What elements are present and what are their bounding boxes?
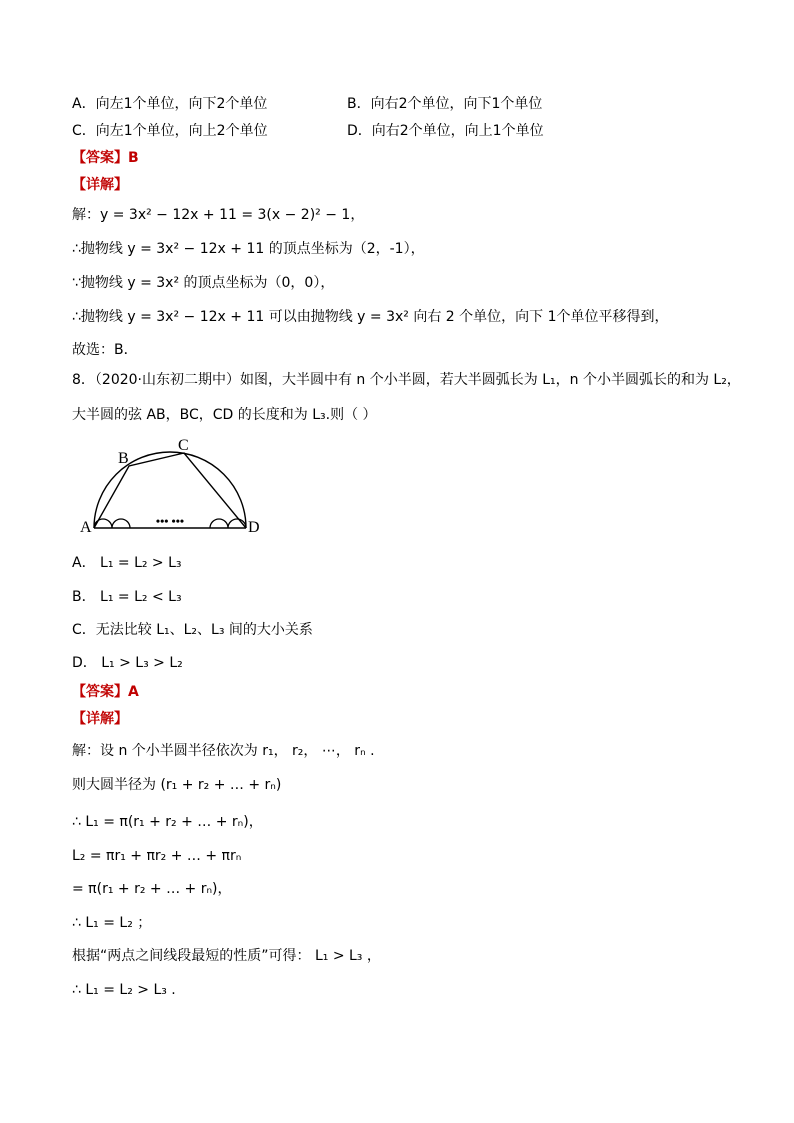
answer-label: 【答案】: [72, 684, 128, 700]
option-b: B． L₁ = L₂ < L₃: [72, 589, 182, 605]
question-line-1: 8．（2020·山东初二期中）如图，大半圆中有 n 个小半圆，若大半圆弧长为 L₁，n 个小半圆弧长的和为 L₂，: [72, 372, 741, 388]
option-d: D． L₁ > L₃ > L₂: [72, 655, 183, 671]
detail-line-1: 解：设 n 个小半圆半径依次为 r₁， r₂， ⋯， rₙ .: [72, 743, 375, 759]
prev-detail-line-2: ∴抛物线 y = 3x² − 12x + 11 的顶点坐标为（2，-1），: [72, 241, 425, 257]
detail-label: 【详解】: [72, 711, 128, 727]
detail-line-6: ∴ L₁ = L₂ ；: [72, 915, 152, 931]
option-a: A． L₁ = L₂ > L₃: [72, 555, 182, 571]
detail-line-5: = π(r₁ + r₂ + … + rₙ)，: [72, 881, 232, 897]
prev-option-b: B．向右2个单位，向下1个单位: [347, 96, 543, 112]
detail-line-2: 则大圆半径为 (r₁ + r₂ + … + rₙ): [72, 777, 282, 793]
prev-answer: [72, 148, 139, 168]
answer-value: A: [128, 684, 139, 700]
ellipsis-dots: ••• •••: [155, 514, 185, 528]
prev-answer-value: B: [128, 150, 139, 166]
prev-option-d: D．向右2个单位，向上1个单位: [347, 123, 544, 139]
small-semicircle-2: [112, 519, 130, 528]
detail-line-8: ∴ L₁ = L₂ > L₃ .: [72, 982, 176, 998]
prev-detail-line-4: ∴抛物线 y = 3x² − 12x + 11 可以由抛物线 y = 3x² 向右 2 个单位，向下 1个单位平移得到，: [72, 309, 669, 325]
small-semicircle-4: [228, 519, 246, 528]
prev-answer-label: 【答案】: [72, 150, 128, 166]
detail-line-3: ∴ L₁ = π(r₁ + r₂ + … + rₙ)，: [72, 814, 263, 830]
prev-detail-line-5: 故选：B．: [72, 342, 138, 358]
label-b: B: [118, 450, 129, 467]
prev-detail-label: 【详解】: [72, 177, 128, 193]
prev-detail-line-1: 解：y = 3x² − 12x + 11 = 3(x − 2)² − 1，: [72, 207, 365, 223]
prev-detail-line-3: ∵抛物线 y = 3x² 的顶点坐标为（0，0），: [72, 275, 335, 291]
small-semicircle-3: [210, 519, 228, 528]
semicircle-figure: [72, 432, 272, 542]
question-line-2: 大半圆的弦 AB，BC，CD 的长度和为 L₃.则（ ）: [72, 407, 377, 423]
label-c: C: [178, 437, 189, 454]
option-c: C．无法比较 L₁、L₂、L₃ 间的大小关系: [72, 622, 313, 638]
prev-option-c: C．向左1个单位，向上2个单位: [72, 123, 268, 139]
label-a: A: [80, 519, 92, 536]
detail-line-7: 根据“两点之间线段最短的性质”可得： L₁ > L₃ ，: [72, 948, 381, 964]
detail-line-4: L₂ = πr₁ + πr₂ + … + πrₙ: [72, 848, 242, 864]
prev-option-a: A．向左1个单位，向下2个单位: [72, 96, 268, 112]
answer: [72, 682, 139, 702]
label-d: D: [248, 519, 260, 536]
